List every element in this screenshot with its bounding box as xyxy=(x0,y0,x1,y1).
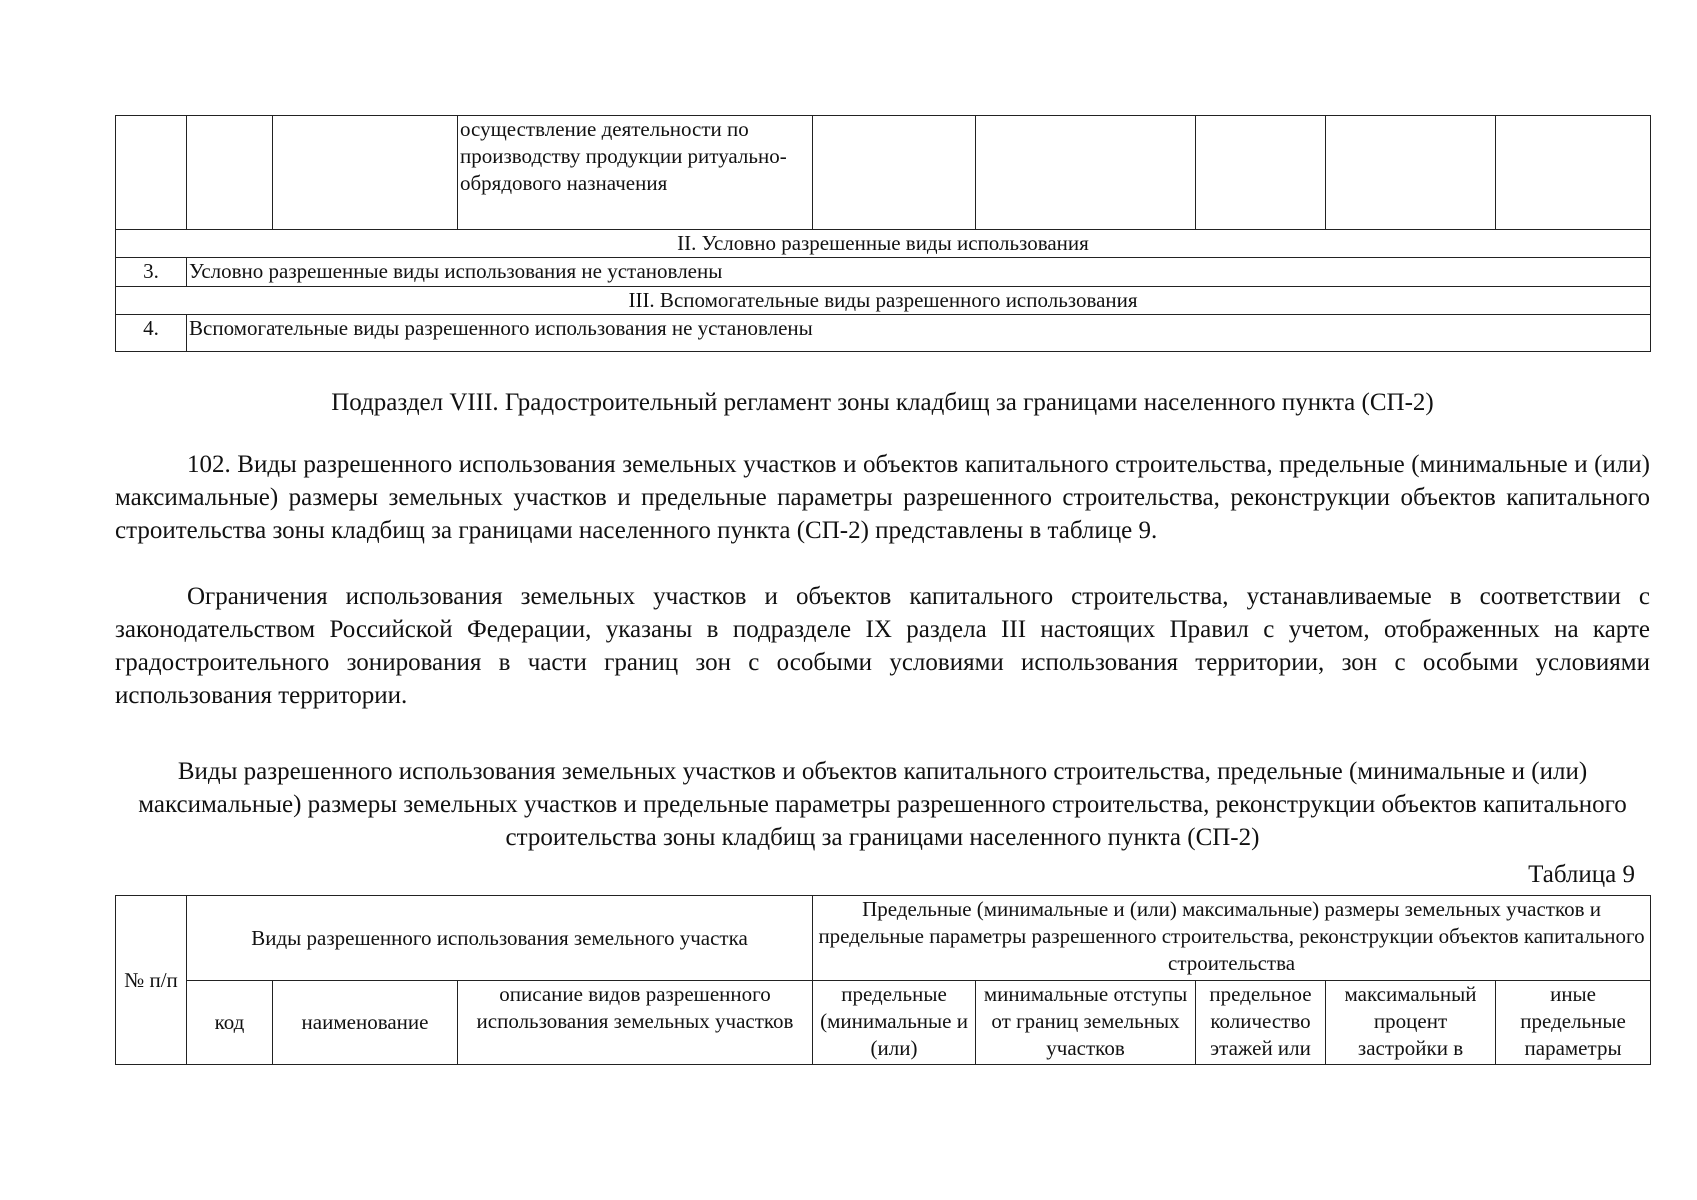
section-title-conditional: II. Условно разрешенные виды использования xyxy=(116,230,1651,258)
paragraph-102: 102. Виды разрешенного использования земельных участков и объектов капитального строительства, предельные (минимальные и (или) максимальные) размеры земельных участков и предельные параметры разрешенного строительства, реконструкции объектов капитального строительства зоны кладбищ за границами населенного пункта (СП-2) представлены в таблице 9. xyxy=(115,451,1650,544)
col-header-sizes: предельные (минимальные и (или) xyxy=(813,981,976,1065)
table-row xyxy=(116,315,1651,352)
table-cell xyxy=(187,116,273,230)
header-row-columns xyxy=(116,981,1651,1065)
col-header-description: описание видов разрешенного использования земельных участков xyxy=(458,981,813,1065)
subsection-heading: Подраздел VIII. Градостроительный регламент зоны кладбищ за границами населенного пункта (СП-2) xyxy=(331,389,1434,416)
header-row-group xyxy=(116,896,1651,981)
section-header-row xyxy=(116,230,1651,258)
table-cell xyxy=(1326,116,1496,230)
table-cell xyxy=(813,116,976,230)
row-text: Вспомогательные виды разрешенного использования не установлены xyxy=(187,315,1651,352)
col-header-code: код xyxy=(187,981,273,1065)
row-text: Условно разрешенные виды использования не установлены xyxy=(187,258,1651,287)
table-number: Таблица 9 xyxy=(1528,861,1635,888)
table-cell xyxy=(273,116,458,230)
paragraph-restrictions: Ограничения использования земельных участков и объектов капитального строительства, устанавливаемые в соответствии с законодательством Российской Федерации, указаны в подразделе IX раздела III настоящих Правил с учетом, отображенных на карте градостроительного зонирования в части границ зон с особыми условиями использования территории, зон с особыми условиями использования территории. xyxy=(115,583,1650,709)
table-cell xyxy=(1496,116,1651,230)
table-caption: Виды разрешенного использования земельных участков и объектов капитального строительства, предельные (минимальные и (или) максимальные) размеры земельных участков и предельные параметры разрешенного строительства, реконструкции объектов капитального строительства зоны кладбищ за границами населенного пункта (СП-2) xyxy=(138,758,1627,851)
col-group-use-kinds: Виды разрешенного использования земельного участка xyxy=(187,896,813,981)
use-description-cell: осуществление деятельности по производству продукции ритуально-обрядового назначения xyxy=(458,116,813,230)
col-header-coverage: максимальный процент застройки в xyxy=(1326,981,1496,1065)
table-9 xyxy=(115,895,1651,1065)
table-row xyxy=(116,258,1651,287)
col-header-setbacks: минимальные отступы от границ земельных участков xyxy=(976,981,1196,1065)
table-row xyxy=(116,116,1651,230)
continuation-table xyxy=(115,115,1651,352)
col-header-other: иные предельные параметры xyxy=(1496,981,1651,1065)
col-group-limit-params: Предельные (минимальные и (или) максимальные) размеры земельных участков и предельные параметры разрешенного строительства, реконструкции объектов капитального строительства xyxy=(813,896,1651,981)
col-header-name: наименование xyxy=(273,981,458,1065)
col-header-floors: предельное количество этажей или xyxy=(1196,981,1326,1065)
row-number: 4. xyxy=(116,315,187,352)
section-header-row xyxy=(116,287,1651,315)
table-cell xyxy=(1196,116,1326,230)
table-cell xyxy=(116,116,187,230)
col-header-number: № п/п xyxy=(116,896,187,1065)
row-number: 3. xyxy=(116,258,187,287)
table-cell xyxy=(976,116,1196,230)
section-title-auxiliary: III. Вспомогательные виды разрешенного использования xyxy=(116,287,1651,315)
